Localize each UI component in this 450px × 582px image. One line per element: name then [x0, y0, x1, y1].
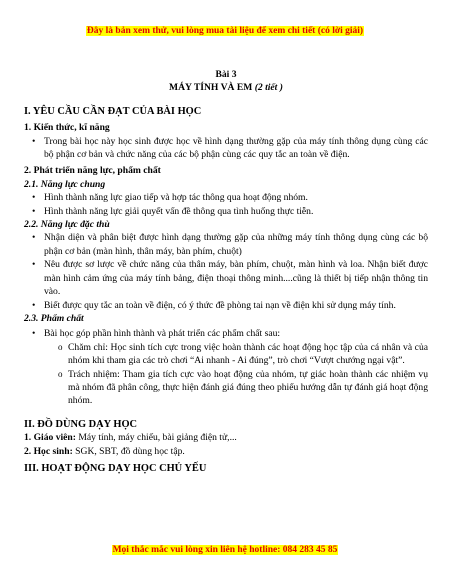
document-page — [24, 68, 428, 475]
subsection-1-heading: 1. Kiến thức, kĩ năng — [24, 122, 110, 134]
lesson-duration: (2 tiết ) — [254, 82, 283, 94]
lesson-title — [24, 81, 428, 94]
list-item: • Trong bài học này học sinh được học về hình dạng thường gặp của máy tính thông dụng cùng các bộ phận cơ bản và chức năng của các bộ phận cùng các quy tắc an toàn về điện. — [24, 135, 428, 162]
lesson-number: Bài 3 — [215, 69, 237, 80]
subsection-2-heading: 2. Phát triển năng lực, phẩm chất — [24, 165, 161, 177]
student-text: SGK, SBT, đồ dùng học tập. — [72, 445, 185, 457]
teacher-label: 1. Giáo viên: — [24, 432, 76, 444]
list-item: • Biết được quy tắc an toàn về điện, có ý thức đề phòng tai nạn về điện khi sử dụng máy tính. — [24, 299, 428, 312]
section-1-heading: I. YÊU CẦU CẦN ĐẠT CỦA BÀI HỌC — [24, 105, 202, 117]
preview-notice-banner: Đây là bản xem thử, vui lòng mua tài liệu để xem chi tiết (có lời giải) — [86, 26, 364, 36]
subsection-2-2-list — [24, 231, 428, 311]
list-item: • Nêu được sơ lược về chức năng của thân máy, bàn phím, chuột, màn hình và loa. Nhận biết được màn hình cảm ứng của máy tính bảng, điện thoại thông minh....cũng là thiết bị tiếp nhận thông tin vào. — [24, 258, 428, 298]
teacher-line — [24, 431, 428, 444]
subsection-2-3-list — [24, 327, 428, 407]
subsection-1-list — [24, 135, 428, 162]
teacher-text: Máy tính, máy chiếu, bài giảng điện tử,... — [75, 432, 237, 444]
lesson-title-text: MÁY TÍNH VÀ EM — [169, 82, 253, 94]
subsection-2-1-list — [24, 191, 428, 218]
list-item: • Hình thành năng lực giải quyết vấn đề thông qua tình huống thực tiễn. — [24, 205, 428, 218]
sub-list-item: o Trách nhiệm: Tham gia tích cực vào hoạt động của nhóm, tự giác hoàn thành các nhiệm vụ mà nhóm đã phân công, thực hiện đánh giá đúng theo phiếu hướng dẫn tự đánh giá hoạt động nhóm. — [24, 368, 428, 408]
list-item: • Nhận diện và phân biệt được hình dạng thường gặp của những máy tính thông dụng cùng các bộ phận cơ bản (màn hình, thân máy, bàn phím, chuột) — [24, 231, 428, 258]
sub-list-item: o Chăm chỉ: Học sinh tích cực trong việc hoàn thành các hoạt động học tập của cá nhân và của nhóm khi tham gia các trò chơi “Ai nhanh - Ai đúng”, trò chơi “Vượt chướng ngại vật”. — [24, 341, 428, 368]
student-label: 2. Học sinh: — [24, 445, 73, 457]
student-line — [24, 445, 428, 458]
section-2-heading: II. ĐỒ DÙNG DẠY HỌC — [24, 418, 138, 430]
list-item: • Hình thành năng lực giao tiếp và hợp tác thông qua hoạt động nhóm. — [24, 191, 428, 204]
hotline-banner: Mọi thắc mắc vui lòng xin liên hệ hotline: 084 283 45 85 — [112, 545, 338, 555]
subsection-2-2-heading: 2.2. Năng lực đặc thù — [24, 219, 110, 231]
section-3-heading: III. HOẠT ĐỘNG DẠY HỌC CHỦ YẾU — [24, 462, 207, 474]
subsection-2-3-heading: 2.3. Phẩm chất — [24, 312, 84, 324]
list-item: • Bài học góp phần hình thành và phát triển các phẩm chất sau: — [24, 327, 428, 340]
subsection-2-1-heading: 2.1. Năng lực chung — [24, 178, 106, 190]
